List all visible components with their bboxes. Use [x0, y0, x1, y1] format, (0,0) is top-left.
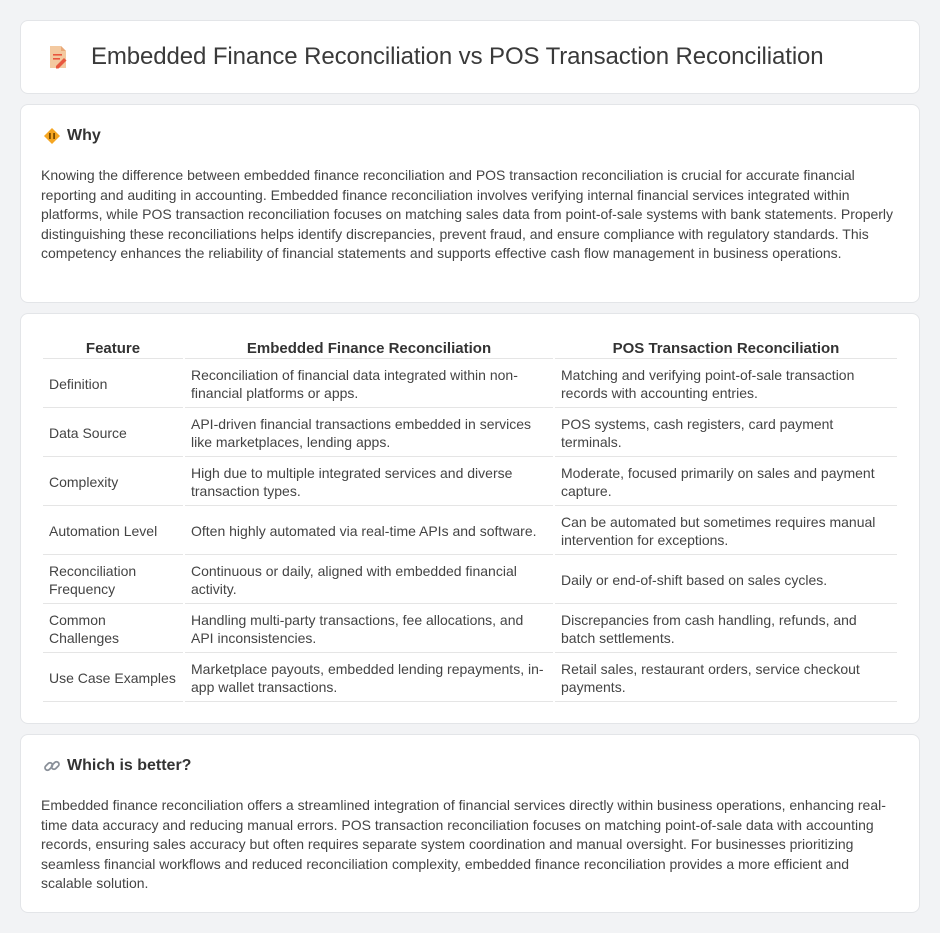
- title-card: [20, 20, 920, 94]
- feature-cell: Complexity: [43, 459, 183, 506]
- table-row: [43, 361, 897, 408]
- table-row: [43, 606, 897, 653]
- table-header-row: [43, 338, 897, 359]
- pos-cell: Moderate, focused primarily on sales and payment capture.: [555, 459, 897, 506]
- why-header: [43, 127, 101, 145]
- which-is-better-section: [20, 734, 920, 913]
- feature-cell: Common Challenges: [43, 606, 183, 653]
- document-pen-icon: [47, 44, 69, 70]
- feature-cell: Automation Level: [43, 508, 183, 555]
- comparison-section: [20, 313, 920, 724]
- pos-cell: Retail sales, restaurant orders, service checkout payments.: [555, 655, 897, 702]
- table-row: [43, 410, 897, 457]
- feature-cell: Data Source: [43, 410, 183, 457]
- why-section: [20, 104, 920, 303]
- title-row: [47, 43, 824, 71]
- table-row: [43, 459, 897, 506]
- why-heading: Why: [67, 127, 101, 144]
- why-text: Knowing the difference between embedded finance reconciliation and POS transaction reconciliation is crucial for accurate financial reporting and auditing in accounting. Embedded finance reconciliation involves verifying internal financial services integrated within platforms, while POS transaction reconciliation focuses on matching sales data from point-of-sale systems with bank statements. Properly distinguishing these reconciliations helps identify discrepancies, prevent fraud, and ensure compliance with regulatory standards. This competency enhances the reliability of financial statements and supports effective cash flow management in business operations.: [41, 167, 894, 261]
- page-title: Embedded Finance Reconciliation vs POS Transaction Reconciliation: [91, 43, 824, 70]
- pos-cell: Can be automated but sometimes requires manual intervention for exceptions.: [555, 508, 897, 555]
- embedded-cell: Handling multi-party transactions, fee allocations, and API inconsistencies.: [185, 606, 553, 653]
- better-heading: Which is better?: [67, 757, 192, 774]
- pos-cell: Daily or end-of-shift based on sales cycles.: [555, 557, 897, 604]
- embedded-cell: Marketplace payouts, embedded lending repayments, in-app wallet transactions.: [185, 655, 553, 702]
- feature-cell: Reconciliation Frequency: [43, 557, 183, 604]
- embedded-cell: Continuous or daily, aligned with embedded financial activity.: [185, 557, 553, 604]
- feature-cell: Definition: [43, 361, 183, 408]
- embedded-cell: Often highly automated via real-time APIs and software.: [185, 508, 553, 555]
- header-embedded: Embedded Finance Reconciliation: [185, 338, 553, 359]
- pos-cell: Matching and verifying point-of-sale transaction records with accounting entries.: [555, 361, 897, 408]
- diamond-warning-icon: [43, 127, 61, 145]
- pos-cell: Discrepancies from cash handling, refunds, and batch settlements.: [555, 606, 897, 653]
- better-text: Embedded finance reconciliation offers a streamlined integration of financial services directly within business operations, enhancing real-time data accuracy and reducing manual errors. POS transaction reconciliation focuses on matching point-of-sale data with accounting records, ensuring sales accuracy but often requires separate system coordination and manual oversight. For businesses prioritizing seamless financial workflows and reduced reconciliation complexity, embedded finance reconciliation provides a more efficient and scalable solution.: [41, 797, 886, 891]
- table-row: [43, 655, 897, 702]
- better-header: [43, 757, 191, 775]
- comparison-table: [41, 336, 899, 704]
- embedded-cell: API-driven financial transactions embedded in services like marketplaces, lending apps.: [185, 410, 553, 457]
- feature-cell: Use Case Examples: [43, 655, 183, 702]
- embedded-cell: Reconciliation of financial data integrated within non-financial platforms or apps.: [185, 361, 553, 408]
- header-pos: POS Transaction Reconciliation: [555, 338, 897, 359]
- header-feature: Feature: [43, 338, 183, 359]
- table-row: [43, 508, 897, 555]
- link-icon: [43, 757, 61, 775]
- pos-cell: POS systems, cash registers, card payment terminals.: [555, 410, 897, 457]
- embedded-cell: High due to multiple integrated services and diverse transaction types.: [185, 459, 553, 506]
- table-row: [43, 557, 897, 604]
